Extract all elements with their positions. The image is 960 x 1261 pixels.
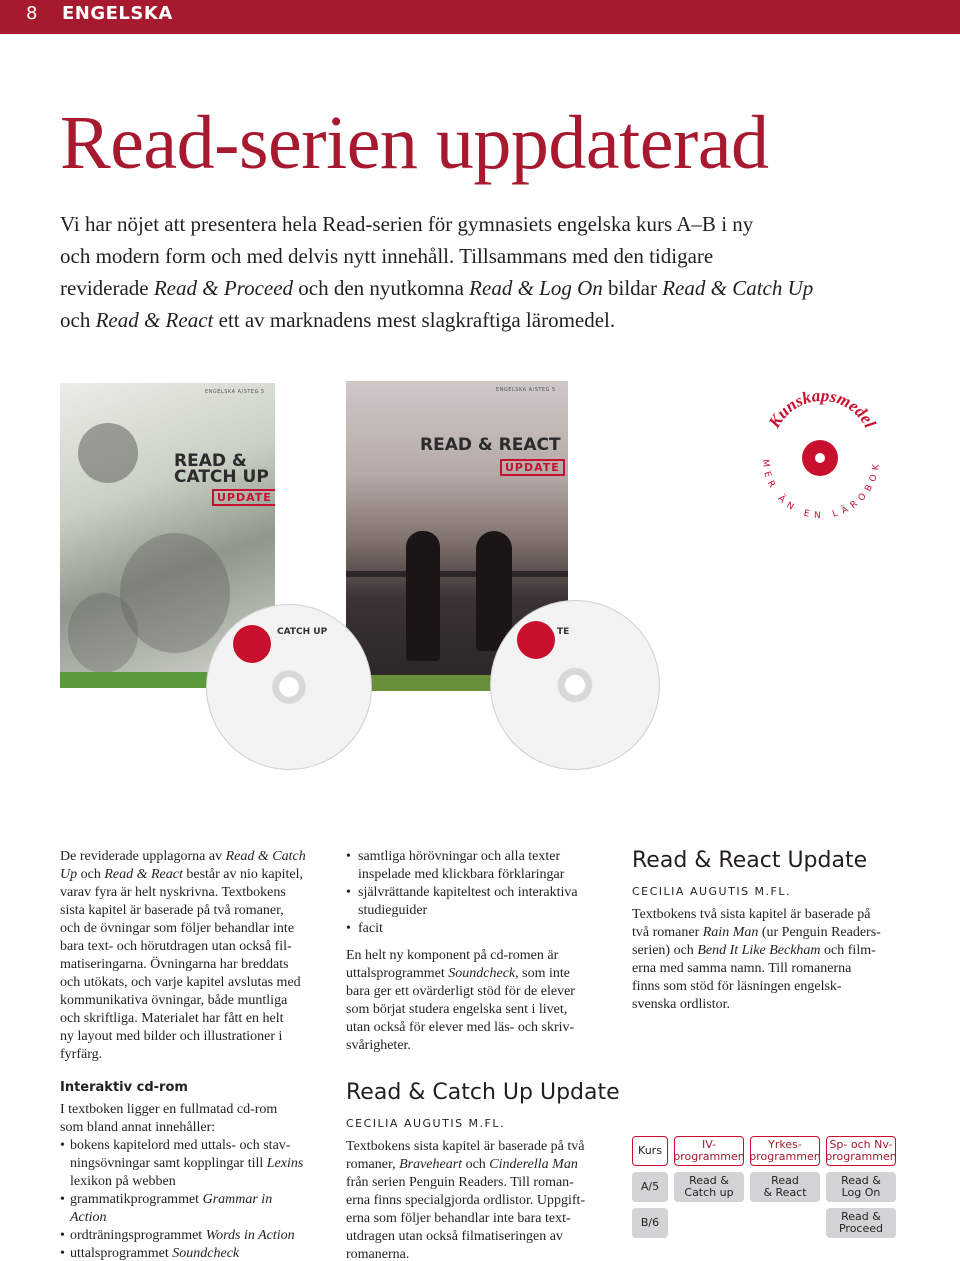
list-item: • ordträningsprogrammet Words in Action: [60, 1227, 340, 1245]
table-row-label: B/6: [632, 1208, 668, 1238]
table-cell: Read & Catch up: [674, 1172, 744, 1202]
cd-logo-icon: [233, 625, 271, 663]
page-title: Read-serien uppdaterad: [60, 101, 769, 185]
cd-title: CATCH UP: [277, 627, 328, 637]
list-item: • uttalsprogrammet Soundcheck: [60, 1245, 340, 1261]
seal-top-text: Kunskapsmedel: [764, 388, 880, 432]
cover-series-label: ENGELSKA A/STEG 5: [496, 387, 556, 393]
list-item: • samtliga hörövningar och alla texter inspelade med klickbara förklaringar: [346, 848, 606, 884]
list-item: • självrättande kapiteltest och interaktiva studieguider: [346, 884, 606, 920]
author-line: CECILIA AUGUTIS M.FL.: [632, 885, 791, 898]
cd-rom-section: Interaktiv cd-rom I textboken ligger en fullmatad cd-rom som bland annat innehåller: • bokens kapitelord med uttals- och stav- ningsövningar samt kopplingar till Lexins lexikon på webben • grammatikprogrammet Grammar in Action • ordträningsprogrammet Words in Action • uttalsprogrammet Soundcheck: [60, 1080, 340, 1261]
football-player-shape: [78, 423, 138, 483]
seal-bottom-text: MER ÄN EN LÄROBOK: [759, 458, 883, 522]
section-heading: Read & Catch Up Update: [346, 1080, 620, 1105]
page-header-bar: [0, 0, 960, 34]
lead-paragraph: Vi har nöjet att presentera hela Read-serien för gymnasiets engelska kurs A–B i ny och modern form och med delvis nytt innehåll. Tillsammans med den tidigare reviderade Read & Proceed och den nyutkomna Read & Log On bildar Read & Catch Up och Read & React ett av marknadens mest slagkraftiga läromedel.: [60, 212, 814, 332]
table-header-yrkes: Yrkes- programmen: [750, 1136, 820, 1166]
cd-rom-disc: [206, 604, 372, 770]
kunskapsmedel-seal-icon: [755, 388, 885, 528]
list-item: • grammatikprogrammet Grammar in: [60, 1191, 340, 1209]
table-header-iv: IV- programmen: [674, 1136, 744, 1166]
cd-title: TE: [557, 627, 570, 637]
railing-shape: [346, 571, 568, 577]
page-number: 8: [26, 3, 38, 24]
features-column: • samtliga hörövningar och alla texter inspelade med klickbara förklaringar • självrättande kapiteltest och interaktiva studieguider • facit En helt ny komponent på cd-romen är uttalsprogrammet Soundcheck, som inte bara ger ett ovärderligt stöd för de elever som börjat studera engelska sent i livet, utan också för elever med läs- och skriv- svårigheter.: [346, 848, 606, 1055]
cd-rom-disc: [490, 600, 660, 770]
table-corner-cell: Kurs: [632, 1136, 668, 1166]
cover-series-label: ENGELSKA A/STEG 5: [205, 389, 265, 395]
section-name: ENGELSKA: [62, 3, 173, 24]
football-player-shape: [68, 593, 138, 673]
update-badge: UPDATE: [212, 489, 275, 506]
cd-logo-icon: [517, 621, 555, 659]
table-cell: Read & Log On: [826, 1172, 896, 1202]
table-cell: Read & React: [750, 1172, 820, 1202]
author-line: CECILIA AUGUTIS M.FL.: [346, 1117, 505, 1130]
list-item: • bokens kapitelord med uttals- och stav-: [60, 1137, 340, 1155]
table-row-label: A/5: [632, 1172, 668, 1202]
update-badge: UPDATE: [500, 459, 565, 476]
cover-title: READ & CATCH UP: [174, 451, 269, 487]
read-react-update-section: Read & React Update CECILIA AUGUTIS M.FL. Textbokens två sista kapitel är baserade på två romaner Rain Man (ur Penguin Readers- serien) och Bend It Like Beckham och film- erna med samma namn. Till romanerna finns som stöd för läsningen engelsk- svenska ordlistor.: [632, 848, 912, 1014]
table-cell: Read & Proceed: [826, 1208, 896, 1238]
intro-column: De reviderade upplagorna av Read & Catch Up och Read & React består av nio kapitel, varav fyra är helt nyskrivna. Textbokens sista kapitel är baserade på två romaner, och de övningar som följer behandlar inte bara text- och hörutdragen utan också fil- matiseringarna. Övningarna har breddats och utökats, och varje kapitel avslutas med kommunikativa övningar, både muntliga och skriftliga. Materialet har fått en helt ny layout med bilder och illustrationer i fyrfärg.: [60, 849, 306, 1062]
person-silhouette: [406, 531, 440, 661]
table-header-spnv: Sp- och Nv- programmen: [826, 1136, 896, 1166]
read-catch-up-update-section: Read & Catch Up Update CECILIA AUGUTIS M.FL. Textbokens sista kapitel är baserade på två romaner, Braveheart och Cinderella Man från serien Penguin Readers. Till roman- erna finns specialgjorda ordlistor. Uppgift- erna som följer behandlar inte bara text- utdragen utan också filmatiseringen av romanerna.: [346, 1080, 620, 1261]
section-heading: Interaktiv cd-rom: [60, 1080, 188, 1095]
list-item: • facit: [346, 920, 606, 938]
section-heading: Read & React Update: [632, 848, 868, 873]
svg-text:Kunskapsmedel: [764, 388, 880, 432]
cover-title: READ & REACT: [420, 435, 561, 455]
